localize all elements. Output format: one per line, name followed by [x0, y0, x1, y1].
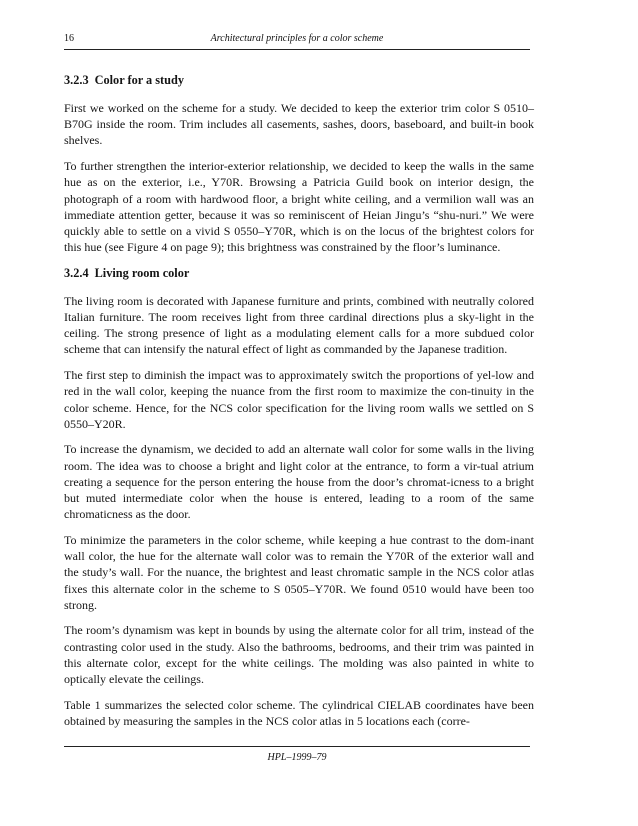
page-number: 16: [64, 33, 74, 44]
paragraph: To increase the dynamism, we decided to add an alternate wall color for some walls in the living room. The idea was to choose a bright and light color at the entrance, to form a vir-tual atrium creating a sequence for the person entering the house from the door’s chromat-icness to a bright but muted intermediate color when the house is entered, leading to a room of the same chromaticness as the door.: [64, 442, 534, 522]
section-title: Color for a study: [94, 73, 184, 87]
paragraph: The room’s dynamism was kept in bounds by using the alternate color for all trim, instead of the contrasting color used in the study. Also the bathrooms, bedrooms, and their trim was painted in this alternate color, except for the white ceilings. The molding was also painted in white to optically elevate the ceilings.: [64, 623, 534, 687]
footer-rule: [64, 746, 530, 747]
section-number: 3.2.3: [64, 73, 89, 87]
paragraph: The first step to diminish the impact was to approximately switch the proportions of yel-low and red in the wall color, keeping the nuance from the first room to maximize the con-tinuity in the color scheme. Hence, for the NCS color specification for the living room walls we settled on S 0550–Y20R.: [64, 368, 534, 431]
section-number: 3.2.4: [64, 265, 89, 280]
body-content: [64, 72, 534, 739]
section-heading-study: [64, 72, 534, 88]
header-rule: [64, 49, 530, 50]
paragraph: The living room is decorated with Japanese furniture and prints, combined with neutrally colored Italian furniture. The room receives light from three cardinal directions plus a sky-light in the ceiling. The strong presence of light as a modulating element calls for a more subdued color scheme that can intensify the natural effect of light as commanded by the Japanese tradition.: [64, 293, 534, 357]
paragraph: First we worked on the scheme for a study. We decided to keep the exterior trim color S 0510–B70G inside the room. Trim includes all casements, sashes, doors, baseboard, and built-in book shelves.: [64, 101, 534, 148]
paragraph: To further strengthen the interior-exterior relationship, we decided to keep the walls in the same hue as on the exterior, i.e., Y70R. Browsing a Patricia Guild book on interior design, the photograph of a room with hardwood floor, a bright white ceiling, and a vermilion wall was an immediate attention getter, because it was so reminiscent of Heian Jingu’s “shu-nuri.” We were quickly able to settle on a vivid S 0550–Y70R, which is on the locus of the brightest colors for this hue (see Figure 4 on page 9); this brightness was constrained by the floor’s luminance.: [64, 159, 534, 255]
page-footer: HPL–1999–79: [267, 752, 327, 763]
section-title: Living room color: [94, 265, 190, 280]
section-heading-living-room: [64, 265, 534, 281]
paragraph: Table 1 summarizes the selected color scheme. The cylindrical CIELAB coordinates have been obtained by measuring the samples in the NCS color atlas in 5 locations each (corre-: [64, 697, 534, 728]
paragraph: To minimize the parameters in the color scheme, while keeping a hue contrast to the dom-inant wall color, the hue for the alternate wall color was to remain the Y70R of the exterior wall and the study’s wall. For the nuance, the brightest and least chromatic sample in the NCS color atlas fixes this alternate color in the scheme to S 0505–Y70R. We found 0510 would have been too strong.: [64, 532, 534, 612]
running-title: Architectural principles for a color scheme: [210, 33, 384, 44]
